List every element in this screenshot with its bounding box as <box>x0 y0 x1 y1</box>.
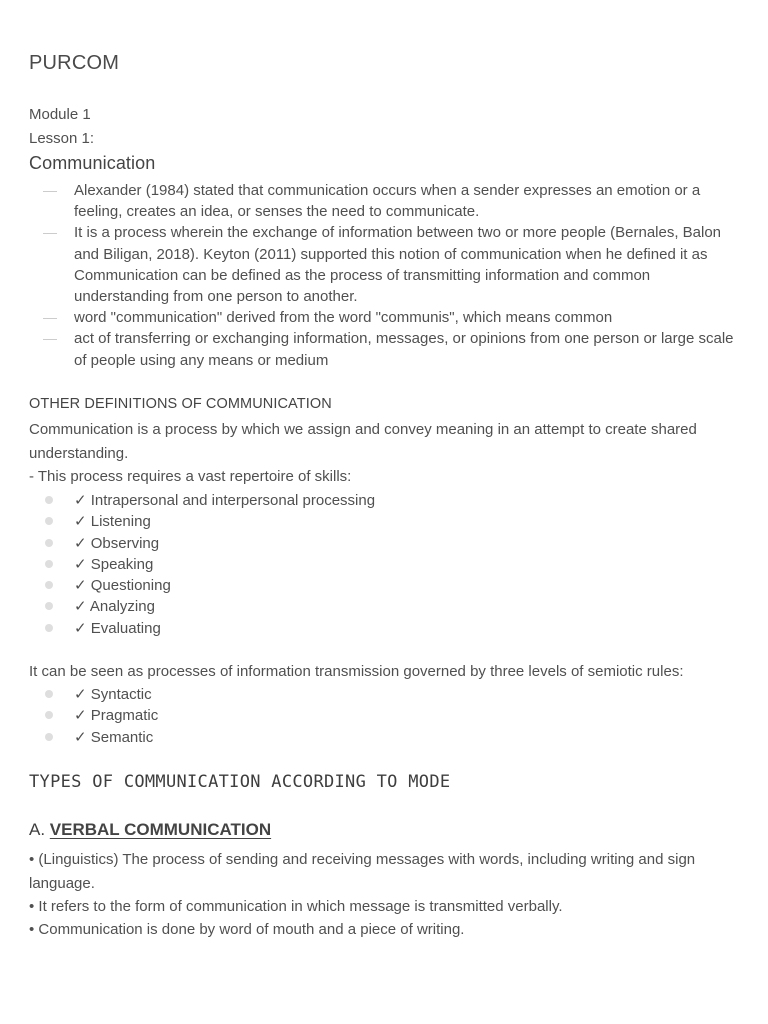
definition-text: Alexander (1984) stated that communication occurs when a sender expresses an emotion or a feeling, creates an idea, or senses the need to communicate. <box>74 182 701 221</box>
bullet-dot-icon <box>45 496 53 504</box>
bullet-dot-icon <box>45 581 53 589</box>
bullet-dot-icon <box>45 517 53 525</box>
dash-marker: — <box>43 330 57 347</box>
list-item <box>29 180 741 222</box>
definition-text: act of transferring or exchanging information, messages, or opinions from one person or large scale of people using any means or medium <box>74 330 734 369</box>
lesson-label: Lesson 1: <box>29 130 95 147</box>
list-item <box>29 554 741 575</box>
bullet-dot-icon <box>45 624 53 632</box>
list-item <box>29 222 741 307</box>
verbal-point: • It refers to the form of communication in which message is transmitted verbally. <box>29 898 563 915</box>
semiotic-rules-list <box>29 684 741 748</box>
skill-text: ✓ Analyzing <box>74 598 155 616</box>
bullet-dot-icon <box>45 560 53 568</box>
section-heading: Communication <box>29 153 156 173</box>
bullet-dot-icon <box>45 733 53 741</box>
list-item <box>29 533 741 554</box>
definitions-list <box>29 180 741 371</box>
other-definitions-heading: OTHER DEFINITIONS OF COMMUNICATION <box>29 396 332 412</box>
skills-intro: - This process requires a vast repertoire of skills: <box>29 468 352 485</box>
bullet-dot-icon <box>45 690 53 698</box>
verbal-communication-heading <box>29 820 271 840</box>
bullet-dot-icon <box>45 711 53 719</box>
list-item <box>29 490 741 511</box>
list-item <box>29 727 741 748</box>
dash-marker: — <box>43 224 57 241</box>
list-item <box>29 575 741 596</box>
list-item <box>29 596 741 617</box>
bullet-dot-icon <box>45 602 53 610</box>
skills-list <box>29 490 741 639</box>
other-definitions-paragraph: Communication is a process by which we assign and convey meaning in an attempt to create shared understanding. <box>29 421 697 462</box>
skill-text: ✓ Evaluating <box>74 619 161 637</box>
skill-text: ✓ Listening <box>74 513 151 531</box>
dash-marker: — <box>43 309 57 326</box>
skill-text: ✓ Intrapersonal and interpersonal processing <box>74 492 376 509</box>
skill-text: ✓ Questioning <box>74 577 171 595</box>
list-item <box>29 684 741 705</box>
skill-text: ✓ Speaking <box>74 555 154 573</box>
semiotic-rule-text: ✓ Syntactic <box>74 686 152 703</box>
list-item <box>29 511 741 532</box>
types-heading: TYPES OF COMMUNICATION ACCORDING TO MODE <box>29 772 451 792</box>
definition-text: word "communication" derived from the word "communis", which means common <box>74 309 613 327</box>
skill-text: ✓ Observing <box>74 534 160 552</box>
module-label: Module 1 <box>29 106 91 123</box>
list-item <box>29 307 741 328</box>
list-item <box>29 328 741 370</box>
verbal-title: VERBAL COMMUNICATION <box>49 820 272 839</box>
verbal-prefix: A. <box>29 820 50 839</box>
verbal-point: • Communication is done by word of mouth and a piece of writing. <box>29 921 465 938</box>
document-title: PURCOM <box>29 52 120 74</box>
semiotic-rule-text: ✓ Pragmatic <box>74 707 159 725</box>
verbal-point: • (Linguistics) The process of sending and receiving messages with words, including writing and sign language. <box>29 851 696 892</box>
list-item <box>29 618 741 639</box>
bullet-dot-icon <box>45 539 53 547</box>
definition-text: It is a process wherein the exchange of information between two or more people (Bernales, Balon and Biligan, 2018). Keyton (2011) supported this notion of communication when he defined it as Communication can be defined as the process of transmitting information and common understanding from one person to another. <box>74 224 722 306</box>
semiotic-rule-text: ✓ Semantic <box>74 728 154 746</box>
list-item <box>29 705 741 726</box>
semiotic-intro: It can be seen as processes of information transmission governed by three levels of semiotic rules: <box>29 663 684 680</box>
dash-marker: — <box>43 182 57 198</box>
